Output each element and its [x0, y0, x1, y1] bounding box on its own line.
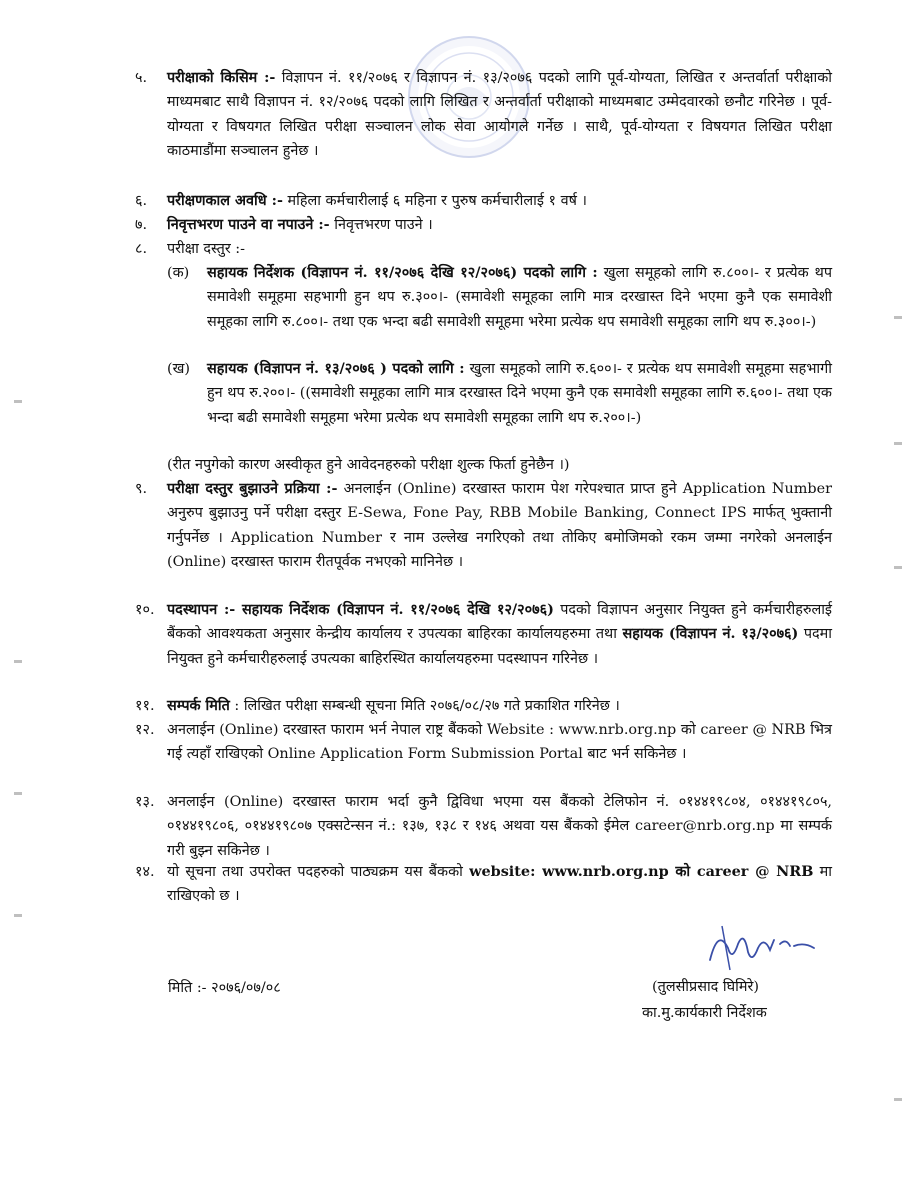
list-item-14 — [137, 860, 832, 909]
scan-mark — [894, 316, 902, 319]
item-heading: परीक्षाको किसिम :- — [167, 69, 276, 86]
item-number: ८. — [135, 241, 148, 257]
fee-item-ka — [167, 261, 832, 334]
item-heading: सम्पर्क मिति — [167, 697, 230, 714]
list-item-7 — [137, 213, 832, 237]
scan-mark — [894, 442, 902, 445]
item-body: महिला कर्मचारीलाई ६ महिना र पुरुष कर्मचारीलाई १ वर्ष । — [282, 193, 587, 209]
item-body: यो सूचना तथा उपरोक्त पदहरुको पाठ्यक्रम यस बैंकको — [167, 864, 470, 880]
scan-mark — [894, 1098, 902, 1101]
item-body-2: मा राखिएको छ । — [167, 864, 832, 905]
item-body: विज्ञापन नं. ११/२०७६ र विज्ञापन नं. १३/२०७६ पदको लागि पूर्व-योग्यता, लिखित र अन्तर्वार्ता परीक्षाको माध्यमबाट साथै विज्ञापन नं. १२/२०७६ पदको लागि लिखित र अन्तर्वार्ता परीक्षाको माध्यमबाट उम्मेदवारको छनौट गरिनेछ । पूर्व-योग्यता र विषयगत लिखित परीक्षा सञ्चालन लोक सेवा आयोगले गर्नेछ । साथै, पूर्व-योग्यता र विषयगत लिखित परीक्षा काठमाडौंमा सञ्चालन हुनेछ । — [167, 70, 832, 160]
issue-date: मिति :- २०७६/०७/०८ — [168, 980, 281, 996]
signatory-title: का.मु.कार्यकारी निर्देशक — [642, 1005, 767, 1021]
item-body: निवृत्तभरण पाउने । — [329, 217, 433, 233]
item-body: परीक्षा दस्तुर :- — [167, 241, 246, 257]
item-number: ७. — [135, 217, 148, 233]
item-number: १४. — [135, 864, 155, 880]
fee-body: खुला समूहको लागि रु.६००।- र प्रत्येक थप समावेशी समूहमा सहभागी हुन थप रु.२००।- ((समावेशी समूहका लागि मात्र दरखास्त दिने भएमा कुनै एक समावेशी समूहका लागि रु.६००।- तथा एक भन्दा बढी समावेशी समूहमा भरेमा प्रत्येक थप समावेशी समूहका लागि थप रु.२००।-) — [207, 361, 832, 426]
scan-mark — [14, 400, 22, 403]
item-number: १३. — [135, 794, 155, 810]
fee-body: खुला समूहको लागि रु.८००।- र प्रत्येक थप समावेशी समूहमा सहभागी हुन थप रु.३००।- (समावेशी समूहका लागि मात्र दरखास्त दिने भएमा कुनै एक समावेशी समूहका लागि रु.८००।- तथा एक भन्दा बढी समावेशी समूहमा भरेमा प्रत्येक थप समावेशी समूहका लागि थप रु.३००।-) — [207, 265, 833, 330]
fee-note-text: (रीत नपुगेको कारण अस्वीकृत हुने आवेदनहरुको परीक्षा शुल्क फिर्ता हुनेछैन ।) — [167, 457, 570, 473]
item-body: अनलाईन (Online) दरखास्त फाराम भर्दा कुनै द्विविधा भएमा यस बैंकको टेलिफोन नं. ०१४४१९८०४, ०१४४१९८०५, ०१४४१९८०६, ०१४४१९८०७ एक्सटेन्सन नं.: १३७, १३८ र १४६ अथवा यस बैंकको ईमेल career@nrb.org.np मा सम्पर्क गरी बुझ्न सकिनेछ । — [167, 794, 832, 859]
sub-item-label: (क) — [167, 265, 190, 281]
item-body-2: पदमा नियुक्त हुने कर्मचारीहरुलाई उपत्यका बाहिरस्थित कार्यालयहरुमा पदस्थापन गरिनेछ । — [167, 626, 832, 667]
item-body: पदको विज्ञापन अनुसार नियुक्त हुने कर्मचारीहरुलाई बैंकको आवश्यकता अनुसार केन्द्रीय कार्यालय र उपत्यका बाहिरका कार्यालयहरुमा तथा — [167, 602, 832, 643]
item-number: ६. — [135, 193, 148, 209]
item-number: १०. — [135, 602, 155, 618]
item-body: : लिखित परीक्षा सम्बन्धी सूचना मिति २०७६/०८/२७ गते प्रकाशित गरिनेछ । — [229, 698, 620, 714]
item-heading: निवृत्तभरण पाउने वा नपाउने :- — [167, 216, 330, 233]
item-heading-2: website: www.nrb.org.np को career @ NRB — [469, 863, 814, 880]
list-item-13 — [137, 790, 832, 863]
list-item-9 — [137, 477, 832, 575]
scan-mark — [14, 660, 22, 663]
item-number: १२. — [135, 722, 155, 738]
item-heading: परीक्षा दस्तुर बुझाउने प्रक्रिया :- — [167, 480, 338, 497]
item-number: ५. — [135, 70, 148, 86]
scan-mark — [14, 914, 22, 917]
fee-note — [167, 453, 832, 477]
scan-mark — [14, 792, 22, 795]
item-body: अनलाईन (Online) दरखास्त फाराम पेश गरेपश्चात प्राप्त हुने Application Number अनुरुप बुझाउनु पर्ने परीक्षा दस्तुर E-Sewa, Fone Pay, RBB Mobile Banking, Connect IPS मार्फत् भुक्तानी गर्नुपर्नेछ । Application Number र नाम उल्लेख नगरिएको तथा तोकिए बमोजिमको रकम जम्मा नगरेको अनलाईन (Online) दरखास्त फाराम रीतपूर्वक नभएको मानिनेछ । — [167, 481, 832, 571]
item-heading-2: सहायक (विज्ञापन नं. १३/२०७६) — [622, 625, 799, 643]
list-item-6 — [137, 189, 832, 213]
scan-mark — [894, 566, 902, 569]
list-item-11 — [137, 694, 832, 718]
fee-heading: सहायक (विज्ञापन नं. १३/२०७६ ) पदको लागि : — [207, 360, 465, 377]
signatory-name: (तुलसीप्रसाद घिमिरे) — [652, 979, 759, 995]
list-item-5 — [137, 66, 832, 164]
item-heading: पदस्थापन :- सहायक निर्देशक (विज्ञापन नं. ११/२०७६ देखि १२/२०७६) — [167, 601, 554, 618]
item-number: ११. — [135, 698, 155, 714]
fee-item-kha — [167, 357, 832, 430]
item-body: अनलाईन (Online) दरखास्त फाराम भर्न नेपाल राष्ट्र बैंकको Website : www.nrb.org.np को career @ NRB भित्र गई त्यहाँ राखिएको Online Application Form Submission Portal बाट भर्न सकिनेछ । — [167, 722, 832, 763]
fee-heading: सहायक निर्देशक (विज्ञापन नं. ११/२०७६ देखि १२/२०७६) पदको लागि : — [207, 264, 598, 281]
sub-item-label: (ख) — [167, 361, 191, 377]
list-item-10 — [137, 598, 832, 671]
item-number: ९. — [135, 481, 148, 497]
item-heading: परीक्षणकाल अवधि :- — [167, 192, 283, 209]
list-item-8 — [137, 237, 832, 261]
list-item-12 — [137, 718, 832, 767]
